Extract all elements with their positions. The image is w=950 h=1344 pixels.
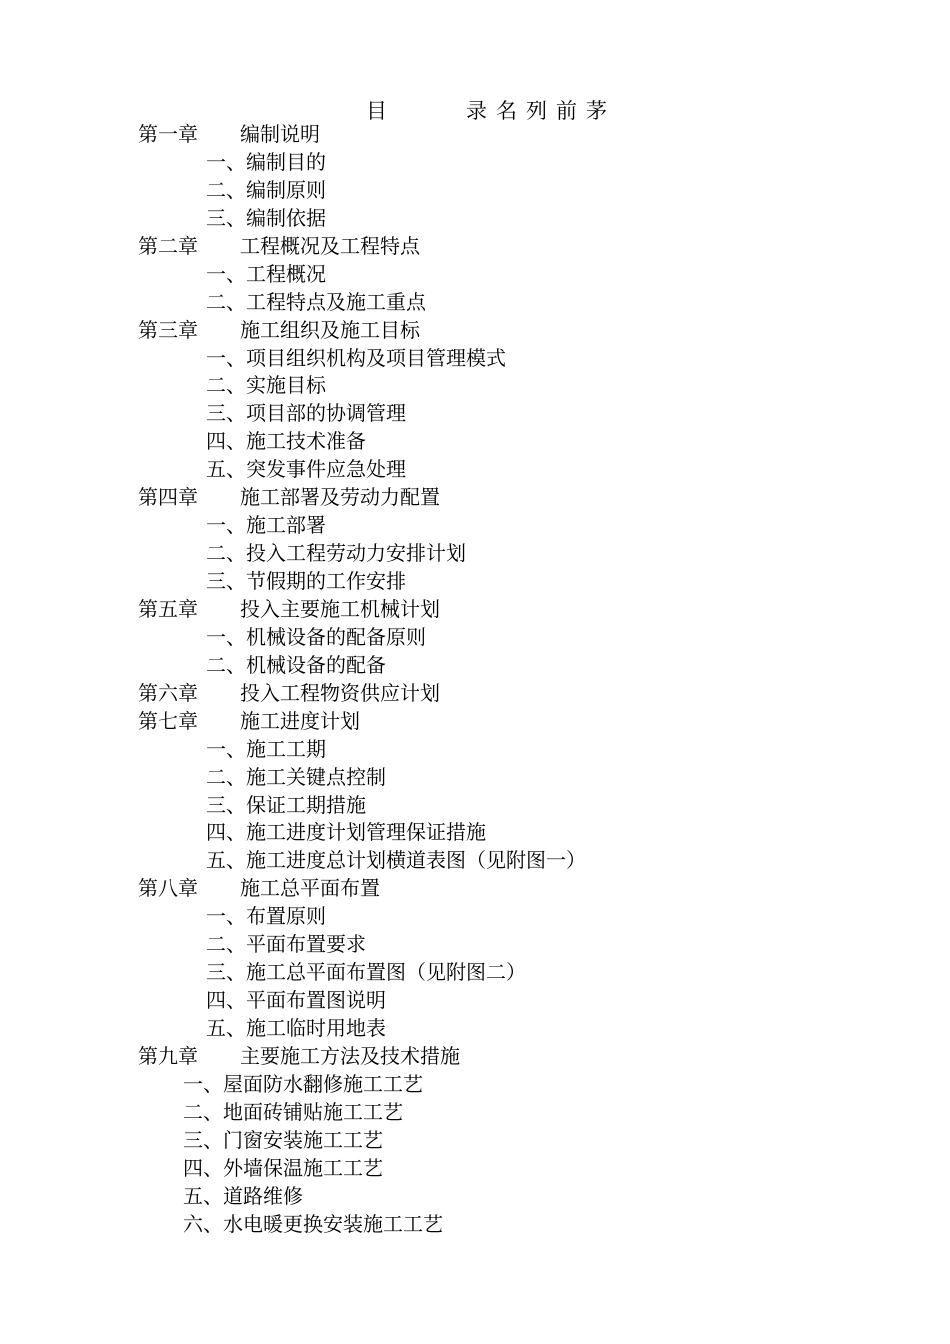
toc-title-left: 目 — [366, 99, 387, 123]
toc-title-right: 录名列前茅 — [466, 99, 616, 123]
toc-chapter-entry — [0, 233, 950, 261]
section-title: 一、工程概况 — [206, 261, 326, 286]
chapter-number: 第四章 — [138, 485, 198, 510]
toc-section-entry — [0, 512, 950, 540]
section-title: 三、保证工期措施 — [206, 792, 366, 817]
section-title: 一、编制目的 — [206, 149, 326, 174]
chapter-title: 投入工程物资供应计划 — [240, 680, 440, 705]
toc-section-entry — [0, 1155, 950, 1183]
section-title: 四、施工技术准备 — [206, 429, 366, 454]
toc-section-entry — [0, 1015, 950, 1043]
section-title: 五、施工临时用地表 — [206, 1016, 386, 1040]
toc-section-entry — [0, 345, 950, 373]
toc-chapter-entry — [0, 121, 950, 149]
chapter-number: 第六章 — [138, 680, 198, 705]
chapter-title: 施工组织及施工目标 — [240, 317, 420, 342]
chapter-number: 第九章 — [138, 1043, 198, 1068]
chapter-title: 投入主要施工机械计划 — [240, 596, 440, 621]
toc-chapter-entry — [0, 1043, 950, 1071]
section-title: 一、项目组织机构及项目管理模式 — [206, 345, 506, 370]
section-title: 二、机械设备的配备 — [206, 652, 386, 677]
toc-section-entry — [0, 847, 950, 875]
section-title: 五、道路维修 — [183, 1183, 303, 1208]
toc-section-entry — [0, 289, 950, 317]
section-title: 五、突发事件应急处理 — [206, 457, 406, 482]
chapter-number: 第八章 — [138, 876, 198, 901]
toc-section-entry — [0, 903, 950, 931]
toc-section-entry — [0, 959, 950, 987]
table-of-contents — [0, 121, 950, 1239]
toc-section-entry — [0, 819, 950, 847]
section-title: 三、编制依据 — [206, 205, 326, 230]
toc-section-entry — [0, 1211, 950, 1239]
toc-section-entry — [0, 568, 950, 596]
toc-chapter-entry — [0, 680, 950, 708]
toc-section-entry — [0, 205, 950, 233]
toc-section-entry — [0, 736, 950, 764]
toc-section-entry — [0, 624, 950, 652]
toc-chapter-entry — [0, 875, 950, 903]
section-title: 三、节假期的工作安排 — [206, 569, 406, 593]
section-title: 二、实施目标 — [206, 373, 326, 398]
chapter-title: 施工总平面布置 — [240, 876, 380, 901]
toc-section-entry — [0, 372, 950, 400]
section-title: 五、施工进度总计划横道表图（见附图一） — [206, 848, 586, 873]
section-title: 一、施工部署 — [206, 513, 326, 538]
section-title: 二、编制原则 — [206, 177, 326, 202]
section-title: 一、屋面防水翻修施工工艺 — [183, 1071, 423, 1096]
chapter-title: 施工部署及劳动力配置 — [240, 485, 440, 510]
toc-chapter-entry — [0, 708, 950, 736]
section-title: 一、机械设备的配备原则 — [206, 624, 426, 649]
toc-section-entry — [0, 400, 950, 428]
section-title: 三、门窗安装施工工艺 — [183, 1127, 383, 1152]
section-title: 二、施工关键点控制 — [206, 764, 386, 789]
section-title: 二、平面布置要求 — [206, 932, 366, 957]
section-title: 六、水电暖更换安装施工工艺 — [183, 1211, 443, 1236]
toc-section-entry — [0, 456, 950, 484]
section-title: 三、项目部的协调管理 — [206, 401, 406, 426]
toc-section-entry — [0, 1183, 950, 1211]
toc-section-entry — [0, 1099, 950, 1127]
toc-section-entry — [0, 540, 950, 568]
toc-section-entry — [0, 149, 950, 177]
chapter-number: 第五章 — [138, 596, 198, 621]
section-title: 四、外墙保温施工工艺 — [183, 1155, 383, 1180]
section-title: 一、施工工期 — [206, 736, 326, 761]
toc-section-entry — [0, 428, 950, 456]
toc-section-entry — [0, 764, 950, 792]
section-title: 四、平面布置图说明 — [206, 988, 386, 1013]
section-title: 一、布置原则 — [206, 904, 326, 929]
toc-section-entry — [0, 1127, 950, 1155]
chapter-number: 第七章 — [138, 708, 198, 733]
toc-section-entry — [0, 792, 950, 820]
toc-section-entry — [0, 261, 950, 289]
chapter-title: 编制说明 — [240, 122, 320, 146]
chapter-title: 工程概况及工程特点 — [240, 233, 420, 258]
section-title: 四、施工进度计划管理保证措施 — [206, 820, 486, 845]
toc-chapter-entry — [0, 317, 950, 345]
chapter-number: 第三章 — [138, 317, 198, 342]
toc-section-entry — [0, 987, 950, 1015]
section-title: 二、投入工程劳动力安排计划 — [206, 541, 466, 566]
section-title: 二、地面砖铺贴施工工艺 — [183, 1099, 403, 1124]
section-title: 三、施工总平面布置图（见附图二） — [206, 960, 526, 985]
toc-section-entry — [0, 1071, 950, 1099]
chapter-title: 施工进度计划 — [240, 708, 360, 733]
toc-section-entry — [0, 652, 950, 680]
toc-section-entry — [0, 177, 950, 205]
chapter-number: 第二章 — [138, 233, 198, 258]
toc-section-entry — [0, 931, 950, 959]
chapter-number: 第一章 — [138, 122, 198, 146]
toc-chapter-entry — [0, 484, 950, 512]
section-title: 二、工程特点及施工重点 — [206, 289, 426, 314]
toc-chapter-entry — [0, 596, 950, 624]
chapter-title: 主要施工方法及技术措施 — [240, 1043, 460, 1068]
